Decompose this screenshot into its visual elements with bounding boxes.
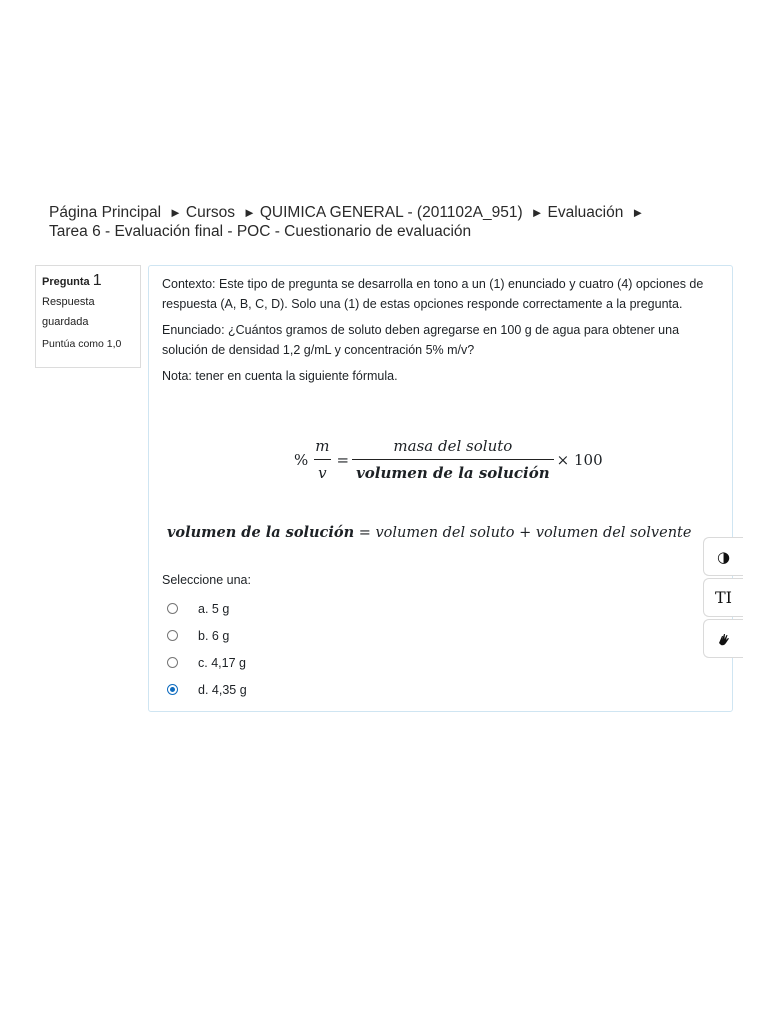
question-grade: Puntúa como 1,0 [42,338,122,350]
question-number [42,271,134,292]
accessibility-toolbar [703,537,743,660]
question-number-value: 1 [92,272,102,289]
sign-language-icon [716,631,732,647]
breadcrumb-separator: ► [243,205,256,220]
question-info-box [35,265,141,368]
breadcrumb-evaluation[interactable]: Evaluación [547,204,624,221]
formula-volume-lhs: volumen de la solución [167,524,355,541]
radio-d[interactable] [167,684,178,695]
contrast-icon: ◑ [716,547,731,566]
formula-percent: % [294,450,309,469]
breadcrumb-separator: ► [530,205,544,220]
radio-a[interactable] [167,603,178,614]
question-label: Pregunta [42,276,90,288]
breadcrumb-home[interactable]: Página Principal [49,204,162,221]
question-context: Contexto: Este tipo de pregunta se desarrolla en tono a un (1) enunciado y cuatro (4) opciones de respuesta (A, B, C, D). Solo una (1) de estas opciones responde correctamente a la pregunta. [162,277,704,311]
answer-label-c[interactable]: c. 4,17 g [198,655,246,670]
answer-list [167,595,247,703]
text-size-label: TI [715,588,732,607]
formula-mv-fraction [311,436,333,483]
formula-numerator: masa del soluto [393,437,513,455]
answer-label-d[interactable]: d. 4,35 g [198,682,247,697]
formula-concentration [294,436,603,483]
answer-option-a[interactable] [167,595,247,622]
answer-prompt: Seleccione una: [162,573,251,587]
question-statement: Enunciado: ¿Cuántos gramos de soluto deben agregarse en 100 g de agua para obtener una solución de densidad 1,2 g/mL y concentración 5% m/v? [162,323,680,357]
question-state: Respuesta guardada [42,296,95,328]
answer-option-b[interactable] [167,622,247,649]
formula-m: m [315,437,330,455]
breadcrumb-courses[interactable]: Cursos [185,204,235,221]
breadcrumb-course[interactable]: QUIMICA GENERAL - (201102A_951) [259,204,523,221]
question-content [148,265,733,712]
breadcrumb-separator: ► [631,205,645,220]
breadcrumb-separator: ► [169,205,182,220]
text-size-button[interactable] [703,578,743,617]
breadcrumb [49,203,729,241]
radio-c[interactable] [167,657,178,668]
answer-option-c[interactable] [167,649,247,676]
sign-language-button[interactable] [703,619,743,658]
formula-equals: = [336,450,350,469]
radio-b[interactable] [167,630,178,641]
answer-option-d[interactable] [167,676,247,703]
formula-volume-rhs: = volumen del soluto + volumen del solvente [358,525,692,541]
formula-main-fraction [352,436,554,483]
contrast-button[interactable] [703,537,743,576]
formula-v: v [314,459,330,483]
formula-denominator: volumen de la solución [352,459,554,483]
question-note: Nota: tener en cuenta la siguiente fórmula. [162,369,398,383]
formula-times: × 100 [556,450,603,469]
formula-volume [167,523,691,543]
answer-label-a[interactable]: a. 5 g [198,601,230,616]
answer-label-b[interactable]: b. 6 g [198,628,230,643]
breadcrumb-quiz[interactable]: Tarea 6 - Evaluación final - POC - Cuestionario de evaluación [49,223,472,240]
